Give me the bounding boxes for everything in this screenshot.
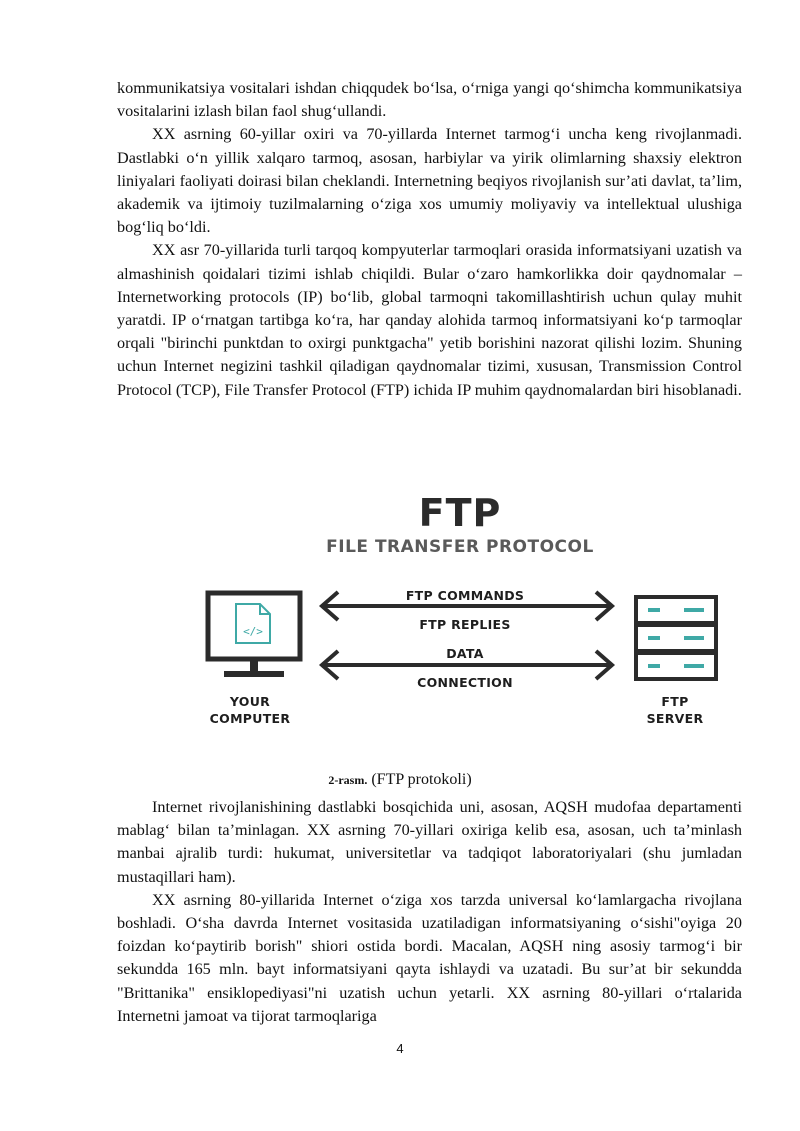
caption-number: 2-rasm. <box>328 773 368 787</box>
label-your-computer: YOUR COMPUTER <box>209 694 291 726</box>
figure-subtitle: FILE TRANSFER PROTOCOL <box>326 537 594 557</box>
page-number: 4 <box>396 1041 404 1056</box>
file-code-icon <box>236 604 270 643</box>
server-icon <box>636 597 716 679</box>
label-ftp-server: FTP SERVER <box>646 694 704 726</box>
paragraph: Internet rivojlanishining dastlabki bosqichida uni, asosan, AQSH mudofaa departamenti mablag‘ bilan ta’minlagan. XX asrning 70-yillari oxiriga kelib esa, asosan, uch ta’minlash manbai ajralib turdi: hukumat, universitetlar va tadqiqot laboratoriyalari (shu jumladan mustaqillari ham). <box>117 798 742 886</box>
caption-text: (FTP protokoli) <box>367 771 472 788</box>
label-ftp-replies: FTP REPLIES <box>419 617 511 632</box>
paragraph: XX asr 70-yillarida turli tarqoq kompyuterlar tarmoqlari orasida informatsiyani uzatish va almashinish qoidalari tizimi ishlab chiqildi. Bular o‘zaro hamkorlikka doir qaydnomalar – Internetworking protocols (IP) bo‘lib, global tarmoqni takomillashtirish uchun qulay muhit yaratdi. IP o‘rnatgan tartibga ko‘ra, har qanday alohida tarmoq informatsiyani ko‘p tarmoqlar orqali "birinchi punktdan to oxirgi punktgacha" yetib borishini nazorat qilishi lozim. Shuning uchun Internet negizini tashkil qiladigan qaydnomalar tizimi, xususan, Transmission Control Protocol (TCP), File Transfer Protocol (FTP) ichida IP muhim qaydnomalardan biri hisoblanadi. <box>117 241 742 399</box>
paragraph: XX asrning 60-yillar oxiri va 70-yillarda Internet tarmog‘i uncha keng rivojlanmadi. Dastlabki o‘n yillik xalqaro tarmoq, asosan, harbiylar va yirik olimlarning shaxsiy elektron liniyalari faoliyati doirasi bilan cheklandi. Internetning beqiyos rivojlanish sur’ati davlat, ta’lim, akademik va ijtimoiy tuzilmalarning o‘ziga xos umumiy moliyaviy va intellektual ulushiga bog‘liq bo‘ldi. <box>117 125 742 237</box>
label-ftp-commands: FTP COMMANDS <box>405 588 525 603</box>
text-block-top <box>117 77 742 402</box>
computer-icon <box>208 593 300 677</box>
figure-caption <box>0 770 800 790</box>
ftp-figure <box>200 493 720 733</box>
figure-title: FTP <box>418 491 502 535</box>
label-data: DATA <box>446 646 484 661</box>
label-connection: CONNECTION <box>417 675 513 690</box>
paragraph: kommunikatsiya vositalari ishdan chiqqudek bo‘lsa, o‘rniga yangi qo‘shimcha kommunikatsiya vositalarini izlash bilan faol shug‘ullandi. <box>117 79 742 121</box>
paragraph: XX asrning 80-yillarida Internet o‘ziga xos tarzda universal ko‘lamlargacha rivojlana boshladi. O‘sha davrda Internet vositasida uzatiladigan informatsiyaning o‘sishi"oyiga 20 foizdan ko‘paytirib borish" shiori ostida bordi. Macalan, AQSH ning asosiy tarmog‘i bir sekundda 165 mln. bayt informatsiyani qayta ishlaydi va uzatadi. Bu sur’at bir sekundda "Brittanika" ensiklopediyasi"ni uzatish uchun yetarli. XX asrning 80-yillari o‘rtalarida Internetni jamoat va tijorat tarmoqlariga <box>117 890 742 1025</box>
file-icon-text: </> <box>243 625 263 638</box>
text-block-bottom <box>117 796 742 1028</box>
